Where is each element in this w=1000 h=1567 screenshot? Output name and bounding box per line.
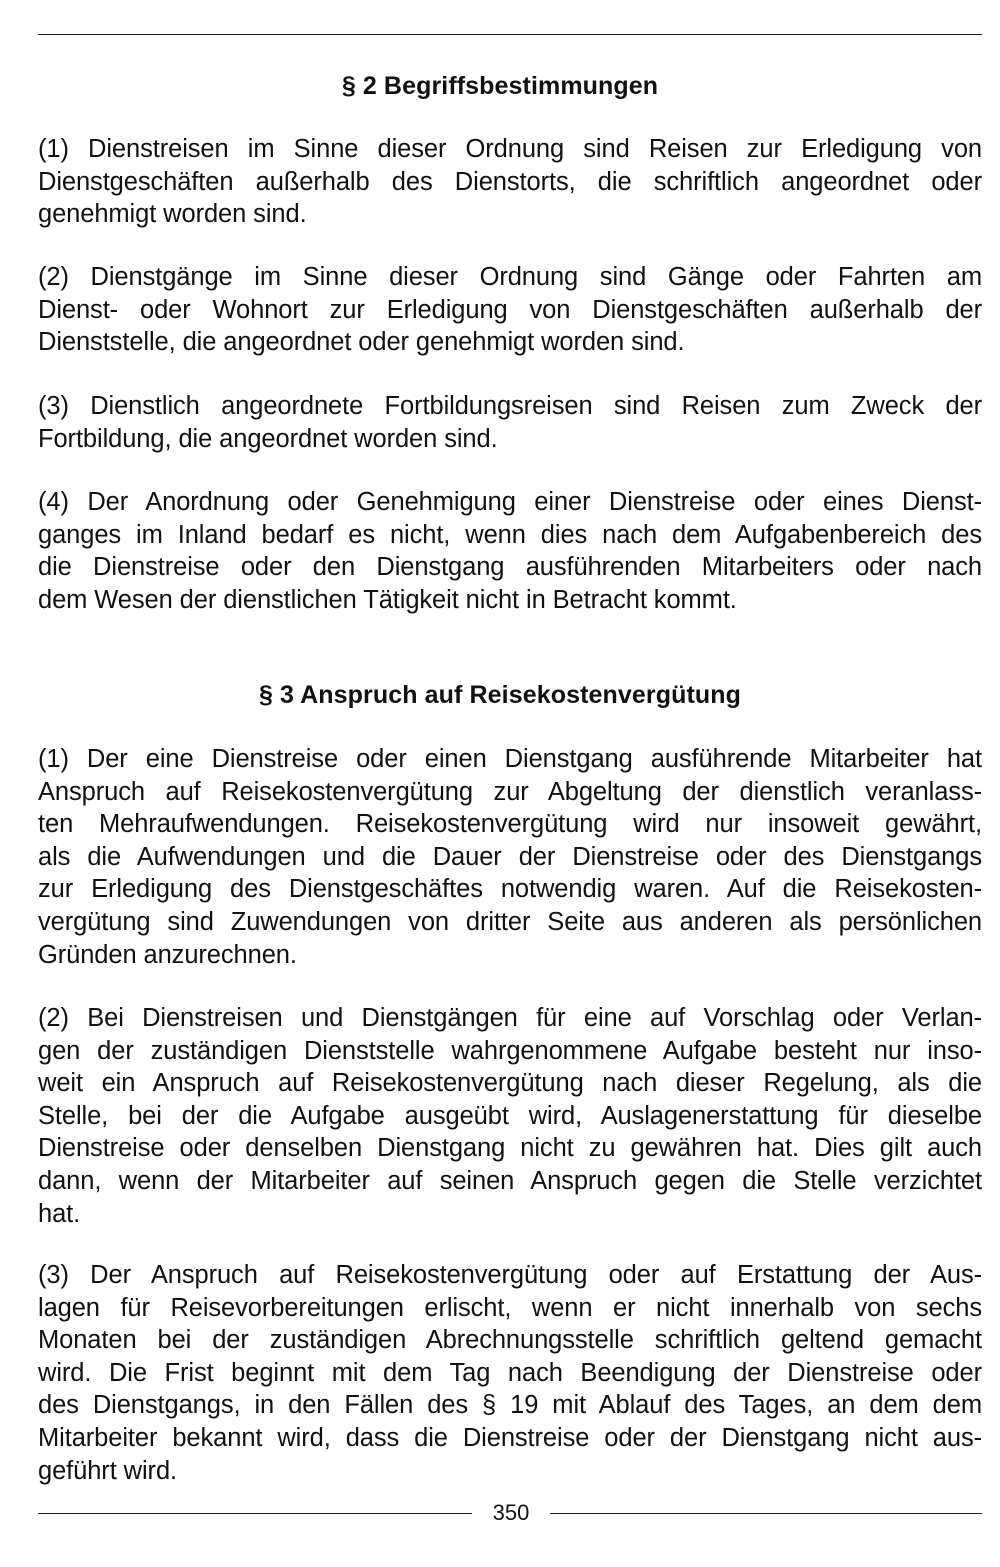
text-line: hat. xyxy=(38,1199,81,1228)
text-line: lagen für Reisevorbereitungen erlischt, wenn er nicht innerhalb von sechs xyxy=(38,1293,982,1322)
text-line: (3) Dienstlich angeordnete Fortbildungsreisen sind Reisen zum Zweck der xyxy=(38,392,982,420)
text-line: die Dienstreise oder den Dienstgang ausführenden Mitarbeiters oder nach xyxy=(38,553,982,582)
paragraph xyxy=(38,390,982,455)
footer-rule xyxy=(38,1513,472,1514)
section-heading: § 3 Anspruch auf Reisekostenvergütung xyxy=(258,681,742,709)
text-line: zur Erledigung des Dienstgeschäftes notwendig waren. Auf die Reisekosten- xyxy=(38,875,982,904)
footer-rule xyxy=(550,1513,982,1514)
text-line: ganges im Inland bedarf es nicht, wenn dies nach dem Aufgabenbereich des xyxy=(38,520,982,549)
text-line: (1) Dienstreisen im Sinne dieser Ordnung sind Reisen zur Erledigung von xyxy=(38,135,982,163)
text-line: vergütung sind Zuwendungen von dritter Seite aus anderen als persönlichen xyxy=(38,907,982,936)
paragraph xyxy=(38,743,982,971)
text-line: geführt wird. xyxy=(38,1456,178,1485)
text-line: (1) Der eine Dienstreise oder einen Dienstgang ausführende Mitarbeiter hat xyxy=(38,745,982,773)
text-line: (2) Dienstgänge im Sinne dieser Ordnung sind Gänge oder Fahrten am xyxy=(38,263,982,291)
text-line: genehmigt worden sind. xyxy=(38,200,307,229)
text-line: Gründen anzurechnen. xyxy=(38,940,297,969)
text-line: wird. Die Frist beginnt mit dem Tag nach Beendigung der Dienstreise oder xyxy=(38,1358,982,1387)
text-line: Stelle, bei der die Aufgabe ausgeübt wird, Auslagenerstattung für dieselbe xyxy=(38,1101,982,1130)
paragraph xyxy=(38,486,982,616)
text-line: (4) Der Anordnung oder Genehmigung einer Dienstreise oder eines Dienst- xyxy=(38,488,982,516)
page-footer xyxy=(38,1499,982,1529)
text-line: dann, wenn der Mitarbeiter auf seinen Anspruch gegen die Stelle verzichtet xyxy=(38,1166,982,1195)
text-line: (2) Bei Dienstreisen und Dienstgängen für eine auf Vorschlag oder Verlan- xyxy=(38,1004,982,1032)
text-line: Fortbildung, die angeordnet worden sind. xyxy=(38,424,498,453)
paragraph xyxy=(38,1259,982,1487)
page-number: 350 xyxy=(492,1500,530,1525)
text-line: Monaten bei der zuständigen Abrechnungsstelle schriftlich geltend gemacht xyxy=(38,1326,982,1355)
text-line: Mitarbeiter bekannt wird, dass die Dienstreise oder der Dienstgang nicht aus- xyxy=(38,1423,982,1452)
text-line: (3) Der Anspruch auf Reisekostenvergütung oder auf Erstattung der Aus- xyxy=(38,1261,982,1289)
text-line: Dienststelle, die angeordnet oder genehmigt worden sind. xyxy=(38,328,685,357)
text-line: Dienstgeschäften außerhalb des Dienstorts, die schriftlich angeordnet oder xyxy=(38,167,982,196)
text-line: ten Mehraufwendungen. Reisekostenvergütung wird nur insoweit gewährt, xyxy=(38,810,982,839)
text-line: Anspruch auf Reisekostenvergütung zur Abgeltung der dienstlich veranlass- xyxy=(38,777,982,806)
text-line: des Dienstgangs, in den Fällen des § 19 mit Ablauf des Tages, an dem dem xyxy=(38,1391,982,1420)
paragraph xyxy=(38,1002,982,1230)
text-line: dem Wesen der dienstlichen Tätigkeit nicht in Betracht kommt. xyxy=(38,585,737,614)
text-line: Dienst- oder Wohnort zur Erledigung von Dienstgeschäften außerhalb der xyxy=(38,295,982,324)
paragraph xyxy=(38,261,982,359)
paragraph xyxy=(38,133,982,231)
text-line: weit ein Anspruch auf Reisekostenvergütung nach dieser Regelung, als die xyxy=(38,1069,982,1098)
text-line: gen der zuständigen Dienststelle wahrgenommene Aufgabe besteht nur inso- xyxy=(38,1036,982,1065)
text-line: als die Aufwendungen und die Dauer der Dienstreise oder des Dienstgangs xyxy=(38,842,982,871)
section-heading: § 2 Begriffsbestimmungen xyxy=(341,72,659,100)
text-line: Dienstreise oder denselben Dienstgang nicht zu gewähren hat. Dies gilt auch xyxy=(38,1134,982,1163)
top-rule xyxy=(38,34,982,35)
